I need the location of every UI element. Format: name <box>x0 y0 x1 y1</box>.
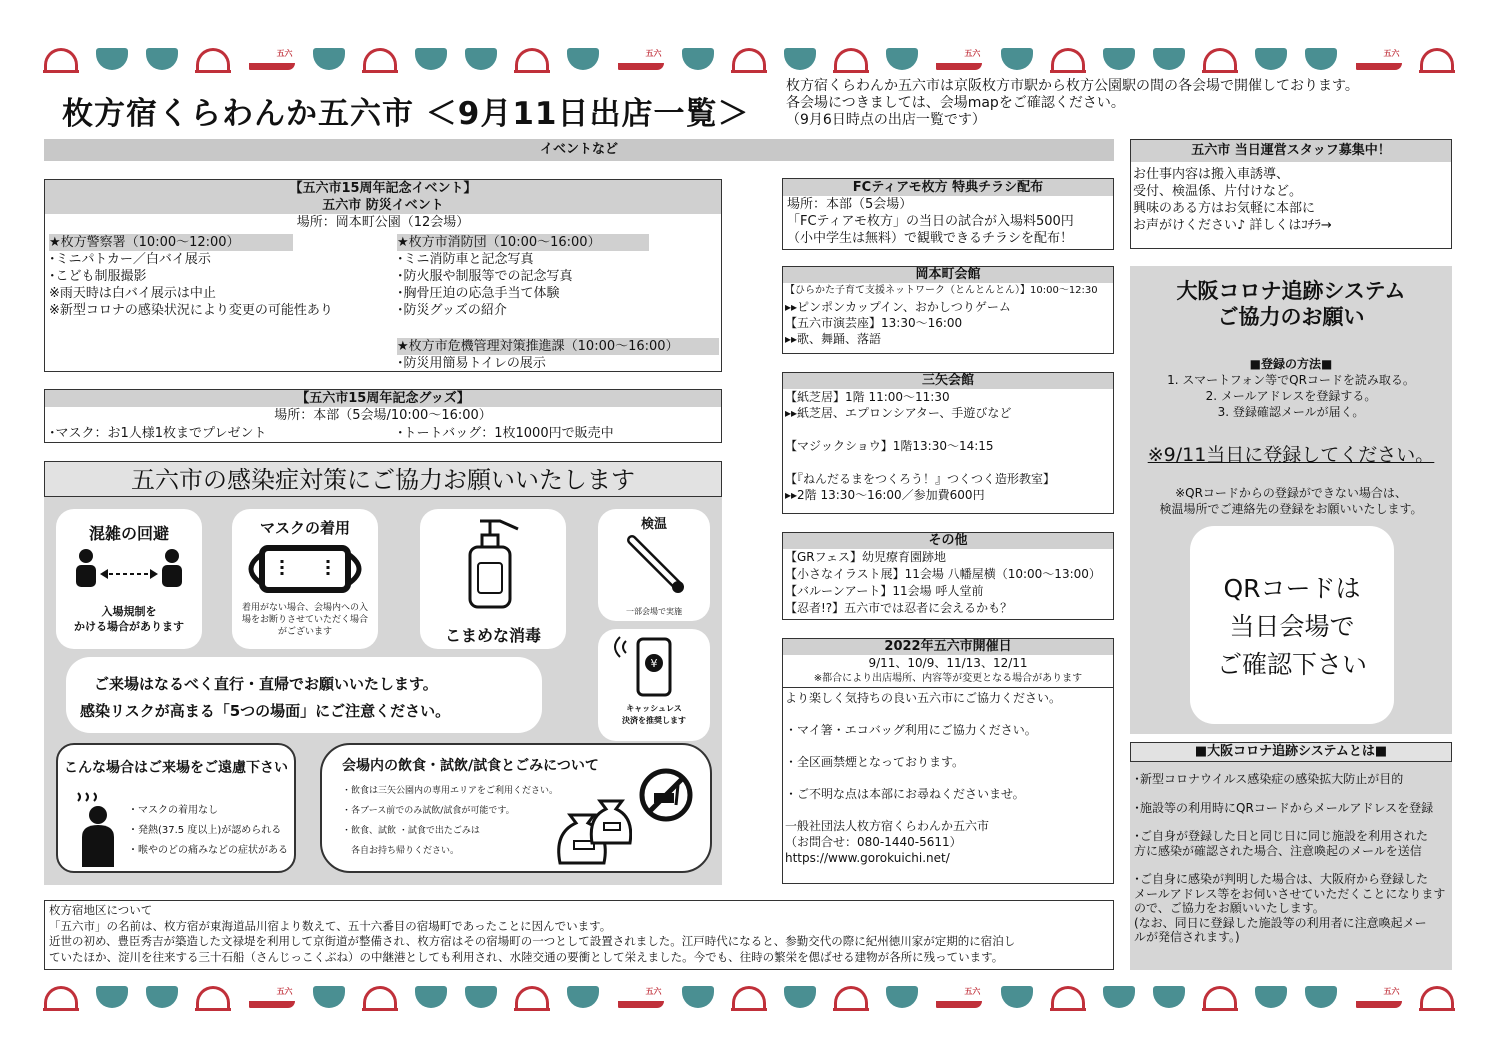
okamoto-title: 岡本町会館 <box>783 267 1113 283</box>
fire-heading: ★枚方市消防団（10:00～16:00） <box>397 234 649 251</box>
crowd-card <box>56 509 202 649</box>
boat-logo-icon: 五六 <box>1356 54 1402 70</box>
history-line: 近世の初め、豊臣秀吉が築造した文禄堤を利用して京街道が整備され、枚方宿はその宿場町の一つとして設置されました。江戸時代になると、参勤交代の際に紀州徳川家が定期的に宿泊し <box>49 934 1016 948</box>
fire-item: ･防災グッズの紹介 <box>397 303 507 318</box>
history-box <box>44 900 1114 970</box>
fallback-line: ※QRコードからの登録ができない場合は、 <box>1175 486 1407 500</box>
history-line: 「五六市」の名前は、枚方宿が東海道品川宿より数えて、五十六番目の宿場町であったことに因んでいます。 <box>49 918 612 933</box>
history-line: ていたほか、淀川を往来する三十石船（さんじっこくぶね）の中継港としても利用され、水陸交通の要衝として栄えました。今でも、往時の繁栄を偲ばせる建物が各所に残っています。 <box>49 949 1004 964</box>
bowl-icon <box>1153 986 1185 1008</box>
bowl-icon <box>96 48 128 70</box>
fc-tiamo-box <box>782 178 1114 250</box>
food-item: ・飲食は三矢公園内の専用エリアをご利用ください。 <box>342 786 559 796</box>
crowd-text: 入場規制を かける場合があります <box>74 605 184 633</box>
boat-logo-icon: 五六 <box>1356 992 1402 1008</box>
svg-text:¥: ¥ <box>650 657 658 670</box>
method-title: ■登録の方法■ <box>1249 357 1333 371</box>
bowl-icon <box>313 48 345 70</box>
bowl-icon <box>146 48 178 70</box>
bowl-outline-icon <box>834 48 868 70</box>
about-line: ･ご自身が登録した日と同じ日に同じ施設を利用された <box>1134 829 1429 843</box>
info-line: （お問合せ：080-1440-5611） <box>785 835 962 849</box>
bowl-outline-icon <box>834 986 868 1008</box>
cashless-text: キャッシュレス 決済を推奨します <box>622 704 686 725</box>
qr-notice-line: 当日会場で <box>1229 612 1355 641</box>
bowl-icon <box>1103 986 1135 1008</box>
about-line <box>1134 787 1452 801</box>
goods-place: 場所：本部（5会場/10:00～16:00） <box>274 408 492 423</box>
top-border-decoration <box>44 42 1454 70</box>
bowl-outline-icon <box>1203 986 1237 1008</box>
garbage-bags-icon <box>552 783 632 869</box>
bowl-icon <box>465 48 497 70</box>
bowl-icon <box>567 986 599 1008</box>
bowl-outline-icon <box>1051 48 1085 70</box>
okamoto-line: ▸▸歌、舞踊、落語 <box>785 332 882 346</box>
direct-visit-card <box>66 657 542 733</box>
goods-tote: ･トートバッグ：1枚1000円で販売中 <box>397 426 614 441</box>
other-line: 【小さなイラスト展】11会場 八幡屋横（10:00～13:00） <box>785 567 1101 581</box>
method-step: 2. メールアドレスを登録する。 <box>1205 389 1377 403</box>
info-line <box>785 770 1113 786</box>
about-line: 方に感染が確認された場合、注意喚起のメールを送信 <box>1134 843 1422 858</box>
okamoto-line: ▸▸ピンポンカップイン、おかしつりゲーム <box>785 300 1011 314</box>
mitsuya-line: ▸▸2階 13:30～16:00／参加費600円 <box>785 488 985 502</box>
intro-line: 枚方宿くらわんか五六市は京阪枚方市駅から枚方公園駅の間の各会場で開催しております。 <box>786 78 1359 94</box>
bowl-outline-icon <box>44 48 78 70</box>
history-title: 枚方宿地区について <box>49 903 153 917</box>
staff-recruit-box <box>1130 139 1452 249</box>
info-line: ・ご不明な点は本部にお尋ねくださいませ。 <box>785 787 1025 801</box>
cashless-card <box>598 629 710 741</box>
dates-box <box>782 638 1114 884</box>
bowl-icon <box>784 48 816 70</box>
bowl-icon <box>146 986 178 1008</box>
refrain-item: ・喉やのどの痛みなどの症状がある <box>128 845 288 856</box>
staff-line: お仕事内容は搬入車誘導、 <box>1133 167 1290 182</box>
sanitize-card <box>420 509 566 649</box>
mitsuya-line <box>783 421 1113 438</box>
about-line: ･新型コロナウイルス感染症の感染拡大防止が目的 <box>1134 772 1404 786</box>
mask-text: 着用がない場合、会場内への入場をお断りさせていただく場合がございます <box>241 603 368 637</box>
bowl-outline-icon <box>515 48 549 70</box>
mask-title: マスクの着用 <box>259 519 350 537</box>
police-heading: ★枚方警察署（10:00～12:00） <box>49 234 293 251</box>
about-line: (なお、同日に登録した施設等の利用者に注意喚起メー <box>1134 915 1427 930</box>
other-line: 【GRフェス】幼児療育園跡地 <box>785 550 947 564</box>
about-line: ので、ご協力をお願いいたします。 <box>1134 901 1325 915</box>
about-title: ■大阪コロナ追跡システムとは■ <box>1130 742 1452 762</box>
no-eating-icon <box>638 767 694 823</box>
events-bar: イベントなど <box>44 139 1114 161</box>
bowl-icon <box>1305 986 1337 1008</box>
bowl-icon <box>784 986 816 1008</box>
osaka-title1: 大阪コロナ追跡システム <box>1176 279 1406 303</box>
about-line: ･施設等の利用時にQRコードからメールアドレスを登録 <box>1134 800 1434 815</box>
food-item: ・各ブース前でのみ試飲/試食が可能です。 <box>342 806 515 816</box>
fc-line: 「FCティアモ枚方」の当日の試合が入場料500円 <box>787 214 1074 229</box>
mask-card <box>232 509 378 649</box>
boat-logo-icon: 五六 <box>249 992 295 1008</box>
crisis-section <box>397 338 719 372</box>
bowl-icon <box>886 48 918 70</box>
boat-logo-icon: 五六 <box>618 992 664 1008</box>
staff-title: 五六市 当日運営スタッフ募集中！ <box>1131 140 1451 162</box>
boat-logo-icon: 五六 <box>936 54 982 70</box>
crisis-item: ･防災用簡易トイレの展示 <box>397 356 546 371</box>
staff-text <box>1131 162 1451 234</box>
bowl-icon <box>1103 48 1135 70</box>
about-line <box>1134 858 1452 872</box>
okamoto-line: 【五六市演芸座】13:30～16:00 <box>785 316 963 330</box>
qr-notice-card <box>1190 526 1394 724</box>
food-item: ・飲食、試飲 ・試食で出たごみは <box>342 826 480 836</box>
about-line: ルが発信されます。) <box>1134 930 1240 944</box>
staff-line: お声がけください♪ 詳しくはｺﾁﾗ→ <box>1133 218 1332 233</box>
anniversary-goods-box <box>44 389 722 443</box>
other-title: その他 <box>783 533 1113 549</box>
direct-line2: 感染リスクが高まる「5つの場面」にご注意ください。 <box>80 702 451 720</box>
bowl-icon <box>567 48 599 70</box>
refrain-list <box>128 801 288 861</box>
bowl-outline-icon <box>1203 48 1237 70</box>
boat-logo-icon: 五六 <box>936 992 982 1008</box>
bowl-icon <box>415 48 447 70</box>
mitsuya-line: 【紙芝居】1階 11:00～11:30 <box>785 390 950 404</box>
method-step: 3. 登録確認メールが届く。 <box>1217 405 1365 419</box>
mask-icon <box>232 538 378 598</box>
osaka-title2: ご協力のお願い <box>1217 305 1365 329</box>
info-line: ・全区画禁煙となっております。 <box>785 755 965 769</box>
police-item: ･こども制服撮影 <box>49 269 147 284</box>
mitsuya-title: 三矢会館 <box>783 373 1113 389</box>
goods-title: 【五六市15周年記念グッズ】 <box>45 390 721 407</box>
dates-list: 9/11、10/9、11/13、12/11 <box>868 656 1028 670</box>
fallback-line: 検温場所でご連絡先の登録をお願いいたします。 <box>1159 502 1423 516</box>
sick-person-icon <box>72 789 122 869</box>
info-line <box>785 738 1113 754</box>
bowl-outline-icon <box>196 48 230 70</box>
website-link[interactable]: https://www.gorokuichi.net/ <box>785 851 950 865</box>
bowl-outline-icon <box>732 986 766 1008</box>
bowl-outline-icon <box>44 986 78 1008</box>
police-section <box>49 234 389 319</box>
crowd-title: 混雑の回避 <box>88 524 169 543</box>
direct-line1: ご来場はなるべく直行・直帰でお願いいたします。 <box>94 675 438 693</box>
bowl-icon <box>1001 986 1033 1008</box>
sanitize-title: こまめな消毒 <box>444 626 541 645</box>
thermometer-icon <box>598 532 710 602</box>
bottom-border-decoration <box>44 980 1454 1008</box>
bowl-outline-icon <box>732 48 766 70</box>
sanitizer-bottle-icon <box>420 509 566 609</box>
qr-notice-line: ご確認下さい <box>1216 650 1367 679</box>
info-line: より楽しく気持ちの良い五六市にご協力ください。 <box>785 691 1062 705</box>
dates-info <box>783 688 1113 866</box>
police-item: ※新型コロナの感染状況により変更の可能性あり <box>49 303 333 318</box>
refrain-item: ・発熱(37.5 度以上)が認められる <box>128 825 282 836</box>
intro-line: （9月6日時点の出店一覧です） <box>786 112 986 128</box>
goods-mask: ･マスク：お1人様1枚までプレゼント <box>49 426 267 441</box>
info-line: 一般社団法人枚方宿くらわんか五六市 <box>785 819 990 833</box>
temperature-text: 一部会場で実施 <box>626 607 682 616</box>
bowl-icon <box>1001 48 1033 70</box>
refrain-item: ・マスクの着用なし <box>128 805 218 816</box>
refrain-title: こんな場合はご来場をご遠慮下さい <box>64 760 288 776</box>
about-text <box>1130 762 1452 945</box>
bowl-icon <box>1305 48 1337 70</box>
distance-icon <box>56 544 202 594</box>
info-line: ・マイ箸・エコバッグ利用にご協力ください。 <box>785 723 1037 737</box>
mitsuya-line <box>783 454 1113 471</box>
qr-notice-text <box>1190 570 1394 684</box>
bowl-outline-icon <box>1051 986 1085 1008</box>
bowl-icon <box>313 986 345 1008</box>
bowl-icon <box>1153 48 1185 70</box>
anniv-subtitle: 五六市 防災イベント <box>45 197 721 214</box>
info-line <box>785 706 1113 722</box>
fire-item: ･胸骨圧迫の応急手当て体験 <box>397 286 560 301</box>
food-card <box>320 743 712 873</box>
okamoto-line: 【ひらかた子育て支援ネットワーク（とんとんとん）】10:00～12:30 <box>785 285 1098 296</box>
temperature-card <box>598 509 710 621</box>
mitsuya-line: 【マジックショウ】1階13:30～14:15 <box>785 439 994 453</box>
mitsuya-line: 【『ねんだるまをつくろう！』つくつく造形教室】 <box>785 472 1056 486</box>
intro-line: 各会場につきましては、会場mapをご確認ください。 <box>786 95 1125 111</box>
fc-line: 場所：本部（5会場） <box>787 197 913 212</box>
bowl-icon <box>465 986 497 1008</box>
other-line: 【バルーンアート】11会場 呼人堂前 <box>785 584 984 598</box>
bowl-icon <box>682 986 714 1008</box>
bowl-outline-icon <box>196 986 230 1008</box>
bowl-icon <box>886 986 918 1008</box>
other-box <box>782 532 1114 620</box>
infection-panel <box>44 461 722 885</box>
about-line: メールアドレス等をお伺いさせていただくことになります <box>1134 886 1446 901</box>
about-line <box>1134 815 1452 829</box>
bowl-outline-icon <box>515 986 549 1008</box>
temperature-title: 検温 <box>640 517 667 532</box>
fire-item: ･防火服や制服等での記念写真 <box>397 269 573 284</box>
bowl-icon <box>96 986 128 1008</box>
fc-line: （小中学生は無料）で観戦できるチラシを配布！ <box>787 231 1074 246</box>
food-title: 会場内の飲食・試飲/試食とごみについて <box>342 758 599 774</box>
smartphone-yen-icon <box>598 629 710 699</box>
fire-item: ･ミニ消防車と記念写真 <box>397 252 534 267</box>
anniv-place: 場所：岡本町公園（12会場） <box>296 215 470 230</box>
anniv-title: 【五六市15周年記念イベント】 <box>45 180 721 197</box>
about-line: ･ご自身に感染が判明した場合は、大阪府から登録した <box>1134 872 1429 886</box>
infection-title: 五六市の感染症対策にご協力お願いいたします <box>44 461 722 497</box>
police-item: ※雨天時は白バイ展示は中止 <box>49 286 216 301</box>
mitsuya-hall-box <box>782 372 1114 514</box>
bowl-icon <box>682 48 714 70</box>
bowl-outline-icon <box>363 986 397 1008</box>
boat-logo-icon: 五六 <box>618 54 664 70</box>
staff-line: 受付、検温係、片付けなど。 <box>1133 184 1303 199</box>
dates-title: 2022年五六市開催日 <box>783 639 1113 655</box>
crisis-heading: ★枚方市危機管理対策推進課（10:00～16:00） <box>397 338 719 355</box>
staff-line: 興味のある方はお気軽に本部に <box>1133 201 1316 216</box>
mitsuya-line: ▸▸紙芝居、エプロンシアター、手遊びなど <box>785 406 1012 420</box>
bowl-outline-icon <box>1420 48 1454 70</box>
police-item: ･ミニパトカー／白バイ展示 <box>49 252 211 267</box>
okamoto-hall-box <box>782 266 1114 354</box>
register-notice: ※9/11当日に登録してください。 <box>1147 444 1435 466</box>
food-item: 各自お持ち帰りください。 <box>342 846 460 856</box>
page-title: 枚方宿くらわんか五六市 ＜9月11日出店一覧＞ <box>62 96 750 132</box>
bowl-icon <box>1255 48 1287 70</box>
bowl-outline-icon <box>1420 986 1454 1008</box>
anniversary-event-box <box>44 179 722 372</box>
qr-notice-line: QRコードは <box>1223 574 1361 603</box>
method-step: 1. スマートフォン等でQRコードを読み取る。 <box>1167 373 1415 387</box>
bowl-icon <box>1255 986 1287 1008</box>
osaka-tracking-panel <box>1130 266 1452 734</box>
bowl-outline-icon <box>363 48 397 70</box>
intro-text <box>786 78 1466 129</box>
tracking-about-panel <box>1130 742 1452 970</box>
refrain-card <box>56 743 296 873</box>
fc-title: FCティアモ枚方 特典チラシ配布 <box>783 179 1113 196</box>
info-line <box>785 802 1113 818</box>
fire-section <box>397 234 719 319</box>
boat-logo-icon: 五六 <box>249 54 295 70</box>
dates-note: ※都合により出店場所、内容等が変更となる場合があります <box>783 671 1113 688</box>
other-line: 【忍者!?】五六市では忍者に会えるかも？ <box>785 601 1013 615</box>
bowl-icon <box>415 986 447 1008</box>
